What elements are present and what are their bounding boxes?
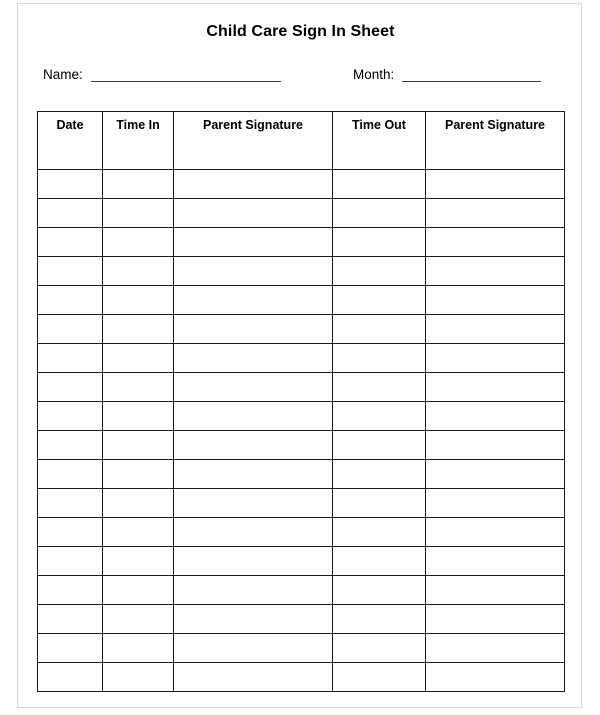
cell-date[interactable] [38, 402, 103, 431]
cell-time-in[interactable] [103, 286, 174, 315]
column-header-parent-signature-out: Parent Signature [426, 112, 565, 170]
cell-date[interactable] [38, 257, 103, 286]
sign-in-table [37, 111, 565, 692]
table-row [38, 460, 565, 489]
cell-time-in[interactable] [103, 228, 174, 257]
cell-parent-signature-out[interactable] [426, 257, 565, 286]
cell-date[interactable] [38, 663, 103, 692]
table-row [38, 170, 565, 199]
cell-time-in[interactable] [103, 315, 174, 344]
cell-date[interactable] [38, 286, 103, 315]
table-row [38, 547, 565, 576]
cell-time-in[interactable] [103, 199, 174, 228]
cell-parent-signature-in[interactable] [174, 576, 333, 605]
cell-date[interactable] [38, 460, 103, 489]
cell-parent-signature-out[interactable] [426, 402, 565, 431]
cell-time-out[interactable] [333, 228, 426, 257]
cell-time-out[interactable] [333, 663, 426, 692]
cell-time-out[interactable] [333, 402, 426, 431]
cell-parent-signature-out[interactable] [426, 373, 565, 402]
cell-time-in[interactable] [103, 402, 174, 431]
cell-time-in[interactable] [103, 170, 174, 199]
table-row [38, 199, 565, 228]
table-row [38, 518, 565, 547]
cell-time-out[interactable] [333, 199, 426, 228]
cell-parent-signature-out[interactable] [426, 344, 565, 373]
cell-time-in[interactable] [103, 576, 174, 605]
name-field-input-line[interactable] [91, 81, 281, 82]
cell-time-out[interactable] [333, 634, 426, 663]
cell-parent-signature-out[interactable] [426, 460, 565, 489]
cell-parent-signature-in[interactable] [174, 605, 333, 634]
column-header-parent-signature-in: Parent Signature [174, 112, 333, 170]
cell-parent-signature-in[interactable] [174, 402, 333, 431]
table-row [38, 431, 565, 460]
cell-time-in[interactable] [103, 489, 174, 518]
cell-time-out[interactable] [333, 373, 426, 402]
cell-time-in[interactable] [103, 605, 174, 634]
cell-date[interactable] [38, 373, 103, 402]
cell-time-out[interactable] [333, 576, 426, 605]
month-field-input-line[interactable] [402, 81, 541, 82]
cell-date[interactable] [38, 489, 103, 518]
table-row [38, 257, 565, 286]
cell-time-in[interactable] [103, 431, 174, 460]
page-title: Child Care Sign In Sheet [206, 23, 395, 40]
table-body [38, 170, 565, 692]
cell-time-in[interactable] [103, 547, 174, 576]
cell-time-in[interactable] [103, 460, 174, 489]
month-field-label: Month: [353, 67, 395, 82]
cell-date[interactable] [38, 315, 103, 344]
name-field-group[interactable] [43, 62, 281, 84]
cell-parent-signature-in[interactable] [174, 518, 333, 547]
cell-time-out[interactable] [333, 315, 426, 344]
cell-date[interactable] [38, 170, 103, 199]
table-row [38, 576, 565, 605]
cell-parent-signature-in[interactable] [174, 431, 333, 460]
cell-time-out[interactable] [333, 257, 426, 286]
cell-parent-signature-out[interactable] [426, 605, 565, 634]
cell-time-in[interactable] [103, 518, 174, 547]
cell-parent-signature-in[interactable] [174, 286, 333, 315]
cell-parent-signature-in[interactable] [174, 489, 333, 518]
table-row [38, 315, 565, 344]
column-header-time-out: Time Out [333, 112, 426, 170]
cell-date[interactable] [38, 605, 103, 634]
cell-date[interactable] [38, 431, 103, 460]
table-row [38, 228, 565, 257]
column-header-date: Date [38, 112, 103, 170]
cell-parent-signature-out[interactable] [426, 489, 565, 518]
cell-time-in[interactable] [103, 663, 174, 692]
cell-time-out[interactable] [333, 489, 426, 518]
table-row [38, 634, 565, 663]
table-row [38, 663, 565, 692]
cell-time-in[interactable] [103, 373, 174, 402]
cell-parent-signature-out[interactable] [426, 663, 565, 692]
cell-date[interactable] [38, 344, 103, 373]
cell-parent-signature-out[interactable] [426, 286, 565, 315]
cell-parent-signature-out[interactable] [426, 547, 565, 576]
table-row [38, 402, 565, 431]
cell-parent-signature-out[interactable] [426, 431, 565, 460]
cell-parent-signature-in[interactable] [174, 547, 333, 576]
month-field-group[interactable] [353, 62, 541, 84]
table-row [38, 489, 565, 518]
cell-time-out[interactable] [333, 431, 426, 460]
cell-parent-signature-out[interactable] [426, 199, 565, 228]
table-row [38, 373, 565, 402]
cell-parent-signature-in[interactable] [174, 228, 333, 257]
cell-parent-signature-in[interactable] [174, 373, 333, 402]
cell-parent-signature-out[interactable] [426, 518, 565, 547]
cell-parent-signature-in[interactable] [174, 460, 333, 489]
cell-parent-signature-in[interactable] [174, 634, 333, 663]
cell-time-out[interactable] [333, 547, 426, 576]
cell-parent-signature-out[interactable] [426, 170, 565, 199]
table-row [38, 605, 565, 634]
cell-parent-signature-in[interactable] [174, 257, 333, 286]
table-header-row [38, 112, 565, 170]
cell-time-out[interactable] [333, 518, 426, 547]
cell-parent-signature-in[interactable] [174, 315, 333, 344]
cell-date[interactable] [38, 518, 103, 547]
cell-parent-signature-out[interactable] [426, 576, 565, 605]
printable-sheet-page [17, 3, 582, 708]
cell-time-out[interactable] [333, 170, 426, 199]
cell-time-in[interactable] [103, 634, 174, 663]
table-row [38, 286, 565, 315]
cell-parent-signature-out[interactable] [426, 315, 565, 344]
cell-parent-signature-in[interactable] [174, 663, 333, 692]
cell-time-out[interactable] [333, 344, 426, 373]
cell-parent-signature-in[interactable] [174, 170, 333, 199]
cell-date[interactable] [38, 547, 103, 576]
cell-date[interactable] [38, 576, 103, 605]
column-header-time-in: Time In [103, 112, 174, 170]
cell-time-out[interactable] [333, 286, 426, 315]
cell-time-in[interactable] [103, 257, 174, 286]
cell-parent-signature-out[interactable] [426, 634, 565, 663]
table-row [38, 344, 565, 373]
cell-date[interactable] [38, 228, 103, 257]
cell-date[interactable] [38, 199, 103, 228]
form-fields-row [18, 62, 582, 88]
cell-parent-signature-out[interactable] [426, 228, 565, 257]
cell-time-out[interactable] [333, 605, 426, 634]
name-field-label: Name: [43, 67, 83, 82]
cell-date[interactable] [38, 634, 103, 663]
cell-time-out[interactable] [333, 460, 426, 489]
cell-parent-signature-in[interactable] [174, 344, 333, 373]
cell-time-in[interactable] [103, 344, 174, 373]
cell-parent-signature-in[interactable] [174, 199, 333, 228]
